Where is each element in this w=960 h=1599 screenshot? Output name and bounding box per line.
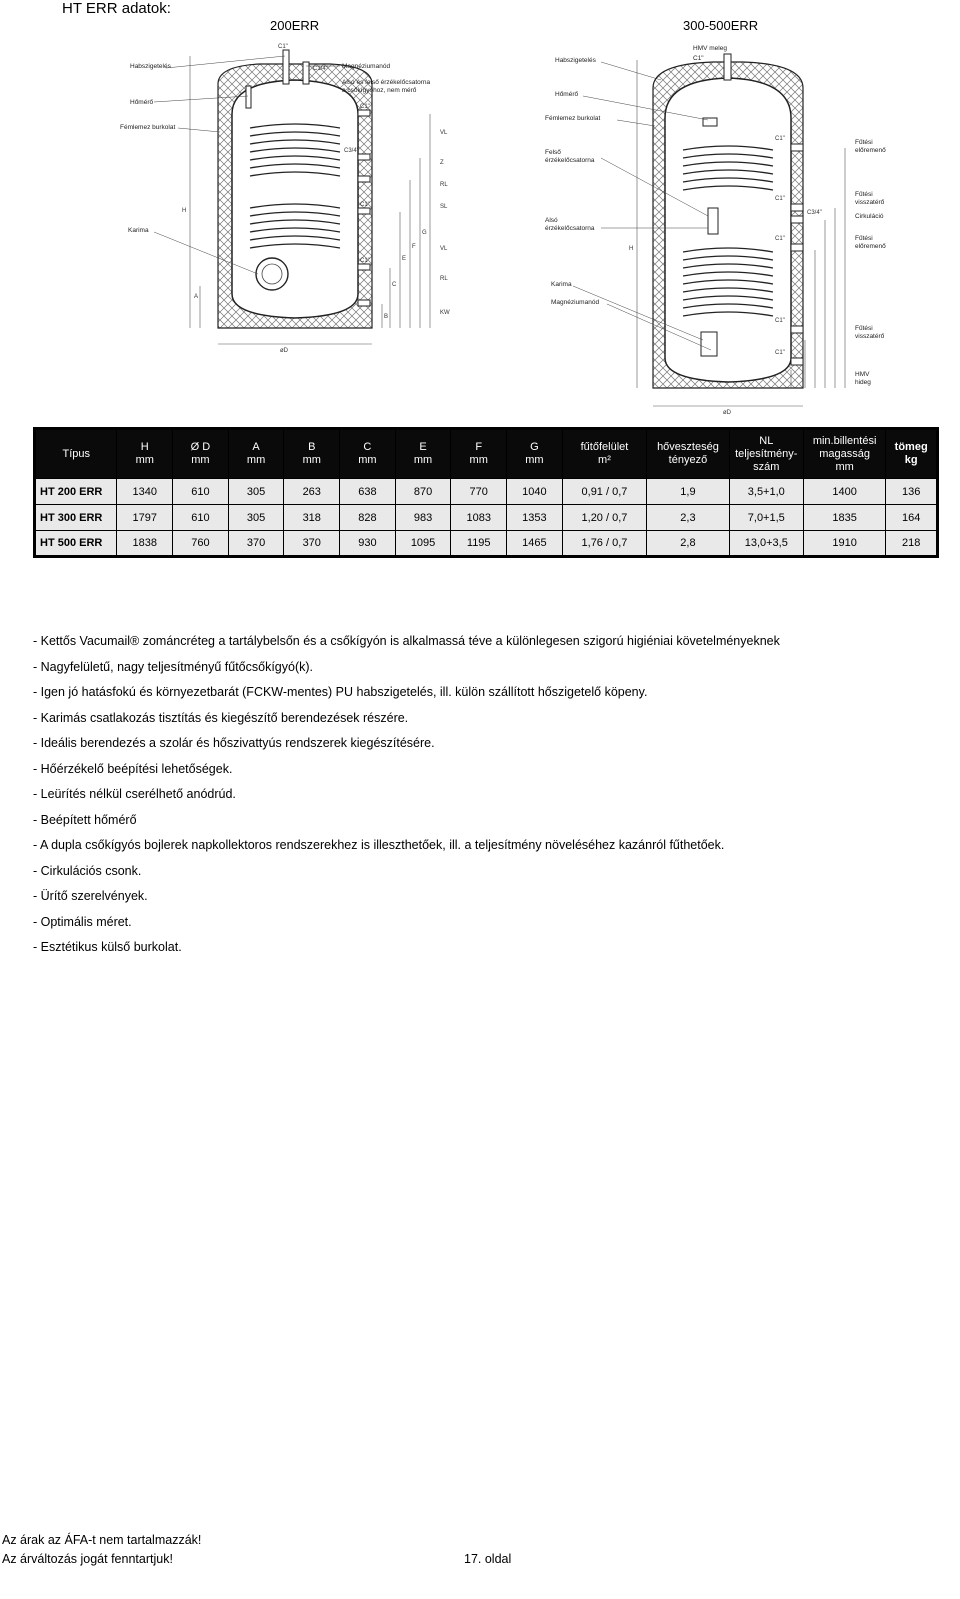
- label-eloremeno: előremenő: [855, 147, 886, 154]
- label-homero: Hőmérő: [555, 91, 579, 98]
- table-cell: 870: [395, 479, 451, 505]
- table-cell: 263: [284, 479, 340, 505]
- list-item: - Beépített hőmérő: [33, 812, 137, 827]
- table-cell: 370: [284, 531, 340, 557]
- th-c: C mm: [340, 429, 396, 479]
- list-item: - Esztétikus külső burkolat.: [33, 940, 182, 954]
- label-visszatero-2: visszatérő: [855, 333, 885, 340]
- th-e: E mm: [395, 429, 451, 479]
- table-cell: 1465: [507, 531, 563, 557]
- label-also: Alsó: [545, 217, 558, 224]
- label-femlemez: Fémlemez burkolat: [545, 115, 601, 122]
- table-cell: 218: [886, 531, 938, 557]
- table-cell: 164: [886, 505, 938, 531]
- label-homero: Hőmérő: [130, 99, 154, 106]
- list-item: - Ürítő szerelvények.: [33, 889, 148, 903]
- table-cell: 770: [451, 479, 507, 505]
- th-f: F mm: [451, 429, 507, 479]
- table-cell: 1195: [451, 531, 507, 557]
- label-karima: Karima: [551, 281, 572, 288]
- table-cell: 0,91 / 0,7: [562, 479, 647, 505]
- label-c1-top: C1": [278, 44, 288, 50]
- table-cell-type: HT 500 ERR: [35, 531, 117, 557]
- th-tipus: Típus: [35, 429, 117, 479]
- list-item: - Ideális berendezés a szolár és hőszivattyús rendszerek kiegészítésére.: [33, 736, 435, 750]
- top-pipe-left: [283, 50, 289, 84]
- th-a: A mm: [228, 429, 284, 479]
- table-cell: 983: [395, 505, 451, 531]
- label-erzekelo-2: érzékelőcsatorna: [545, 225, 595, 232]
- table-cell: 305: [228, 505, 284, 531]
- label-c1-d: C1": [775, 318, 785, 324]
- label-eloremeno-2: előremenő: [855, 243, 886, 250]
- label-c14: C1/4": [313, 66, 328, 72]
- table-cell: 7,0+1,5: [729, 505, 803, 531]
- label-femlemez: Fémlemez burkolat: [120, 124, 176, 131]
- label-f: F: [412, 244, 416, 250]
- label-c1-a: C1": [775, 136, 785, 142]
- label-futesi-eloremeno: Fűtési: [855, 139, 873, 146]
- label-c1-e: C1": [775, 350, 785, 356]
- table-cell: 610: [173, 479, 229, 505]
- table-cell: 1797: [117, 505, 173, 531]
- table-cell-type: HT 200 ERR: [35, 479, 117, 505]
- label-g: G: [422, 230, 427, 236]
- tank-body: [665, 78, 791, 382]
- table-row: [35, 479, 938, 505]
- label-b: B: [384, 314, 389, 320]
- table-cell: 1,20 / 0,7: [562, 505, 647, 531]
- list-item: - Leürítés nélkül cserélhető anódrúd.: [33, 787, 236, 801]
- flange-karima: [256, 258, 288, 290]
- table-cell: 1040: [507, 479, 563, 505]
- th-tomeg: tömeg kg: [886, 429, 938, 479]
- label-vl: VL: [440, 130, 448, 136]
- label-felso: Felső: [545, 149, 561, 156]
- table-cell: 610: [173, 505, 229, 531]
- list-item: - Cirkulációs csonk.: [33, 863, 142, 878]
- table-cell: 1340: [117, 479, 173, 505]
- thermometer: [246, 86, 251, 108]
- top-pipe-right: [303, 62, 309, 84]
- th-futofelulet: fűtőfelület m²: [562, 429, 647, 479]
- label-vl-2: VL: [440, 246, 448, 252]
- page-number: 17. oldal: [464, 1552, 512, 1566]
- table-cell: 760: [173, 531, 229, 557]
- label-c: C: [392, 282, 397, 288]
- th-hoveszteseg: hőveszteség tényező: [647, 429, 729, 479]
- list-item: - Optimális méret.: [33, 914, 132, 929]
- table-cell: 1083: [451, 505, 507, 531]
- table-cell: 136: [886, 479, 938, 505]
- label-also-felso: Alsó és felső érzékelőcsatorna: [342, 79, 431, 86]
- page-title: HT ERR adatok:: [62, 0, 171, 17]
- label-sl: SL: [440, 204, 448, 210]
- label-c34: C3/4": [344, 148, 359, 154]
- label-c1-side-3: C1": [360, 258, 370, 264]
- label-e: E: [402, 256, 407, 262]
- label-h: H: [182, 208, 187, 214]
- feature-list: [33, 632, 780, 964]
- table-header-row: [35, 429, 938, 479]
- list-item: - Igen jó hatásfokú és környezetbarát (FCKW-mentes) PU habszigetelés, ill. külön szállított hőszigetelő köpeny.: [33, 685, 648, 699]
- table-cell-type: HT 300 ERR: [35, 505, 117, 531]
- list-item: - Kettős Vacumail® zománcréteg a tartálybelsőn és a csőkígyón is alkalmassá téve a különlegesen szigorú higiéniai követelményeknek: [33, 634, 780, 648]
- label-hmv-meleg: HMV meleg: [693, 45, 727, 52]
- flange-karima: [701, 332, 717, 356]
- table-cell: 828: [340, 505, 396, 531]
- th-g: G mm: [507, 429, 563, 479]
- label-od: øD: [723, 410, 731, 415]
- label-rl-2: RL: [440, 276, 448, 282]
- label-200err: 200ERR: [270, 18, 320, 33]
- table-cell: 1,76 / 0,7: [562, 531, 647, 557]
- label-c1-side-1: C1": [360, 104, 370, 110]
- sensor-rod: [708, 208, 718, 234]
- list-item: - Nagyfelületű, nagy teljesítményű fűtőcsőkígyó(k).: [33, 659, 313, 674]
- spec-table: [33, 427, 939, 558]
- table-cell: 1400: [803, 479, 885, 505]
- label-od: øD: [280, 348, 288, 354]
- label-hideg: hideg: [855, 379, 871, 386]
- table-cell: 1910: [803, 531, 885, 557]
- tank-body: [232, 80, 358, 318]
- label-hmv: HMV: [855, 371, 870, 378]
- label-also-felso-2: a csőkígyóhoz, nem mérő: [342, 87, 417, 94]
- label-h: H: [629, 246, 634, 252]
- label-erzekelo-1: érzékelőcsatorna: [545, 157, 595, 164]
- table-cell: 2,8: [647, 531, 729, 557]
- label-habszigeteles: Habszigetelés: [130, 63, 171, 70]
- top-pipe: [724, 54, 731, 80]
- table-cell: 2,3: [647, 505, 729, 531]
- label-c1-c: C1": [775, 236, 785, 242]
- table-cell: 638: [340, 479, 396, 505]
- table-cell: 13,0+3,5: [729, 531, 803, 557]
- table-cell: 318: [284, 505, 340, 531]
- label-magnezium: Magnéziumanód: [551, 299, 600, 306]
- label-magnezium: Magnéziumanód: [342, 63, 391, 70]
- th-nl: NL teljesítmény-szám: [729, 429, 803, 479]
- label-visszatero: visszatérő: [855, 199, 885, 206]
- table-cell: 1838: [117, 531, 173, 557]
- footer-price-change-note: Az árváltozás jogát fenntartjuk!: [2, 1552, 173, 1566]
- label-a: A: [194, 294, 199, 300]
- label-c1-b: C1": [775, 196, 785, 202]
- list-item: - A dupla csőkígyós bojlerek napkollektoros rendszerekhez is illeszthetőek, ill. a teljesítmény növeléséhez kazánról fűthetőek.: [33, 838, 725, 852]
- table-cell: 1835: [803, 505, 885, 531]
- table-row: [35, 531, 938, 557]
- th-b: B mm: [284, 429, 340, 479]
- th-d: Ø D mm: [173, 429, 229, 479]
- th-billentesi: min.billentési magasság mm: [803, 429, 885, 479]
- table-cell: 1353: [507, 505, 563, 531]
- label-futesi-visszatero: Fűtési: [855, 191, 873, 198]
- label-futesi-eloremeno-2: Fűtési: [855, 235, 873, 242]
- label-c34: C3/4": [807, 210, 822, 216]
- label-300-500err: 300-500ERR: [683, 18, 759, 33]
- table-cell: 305: [228, 479, 284, 505]
- table-row: [35, 505, 938, 531]
- label-habszigeteles: Habszigetelés: [555, 57, 596, 64]
- table-cell: 1,9: [647, 479, 729, 505]
- list-item: - Hőérzékelő beépítési lehetőségek.: [33, 761, 233, 776]
- diagram-200err: [120, 36, 465, 354]
- table-cell: 930: [340, 531, 396, 557]
- label-c1-side-2: C1": [360, 202, 370, 208]
- label-futesi-visszatero-2: Fűtési: [855, 325, 873, 332]
- table-cell: 3,5+1,0: [729, 479, 803, 505]
- list-item: - Karimás csatlakozás tisztítás és kiegészítő berendezések részére.: [33, 710, 409, 725]
- th-h: H mm: [117, 429, 173, 479]
- table-cell: 1095: [395, 531, 451, 557]
- table-cell: 370: [228, 531, 284, 557]
- label-kw: KW: [440, 310, 450, 316]
- label-karima: Karima: [128, 227, 149, 234]
- diagram-300-500err: [543, 40, 893, 415]
- label-rl: RL: [440, 182, 448, 188]
- footer-vat-note: Az árak az ÁFA-t nem tartalmazzák!: [2, 1533, 202, 1547]
- label-c1-top: C1": [693, 55, 704, 62]
- label-cirkulacio: Cirkuláció: [855, 213, 884, 220]
- label-z: Z: [440, 160, 444, 166]
